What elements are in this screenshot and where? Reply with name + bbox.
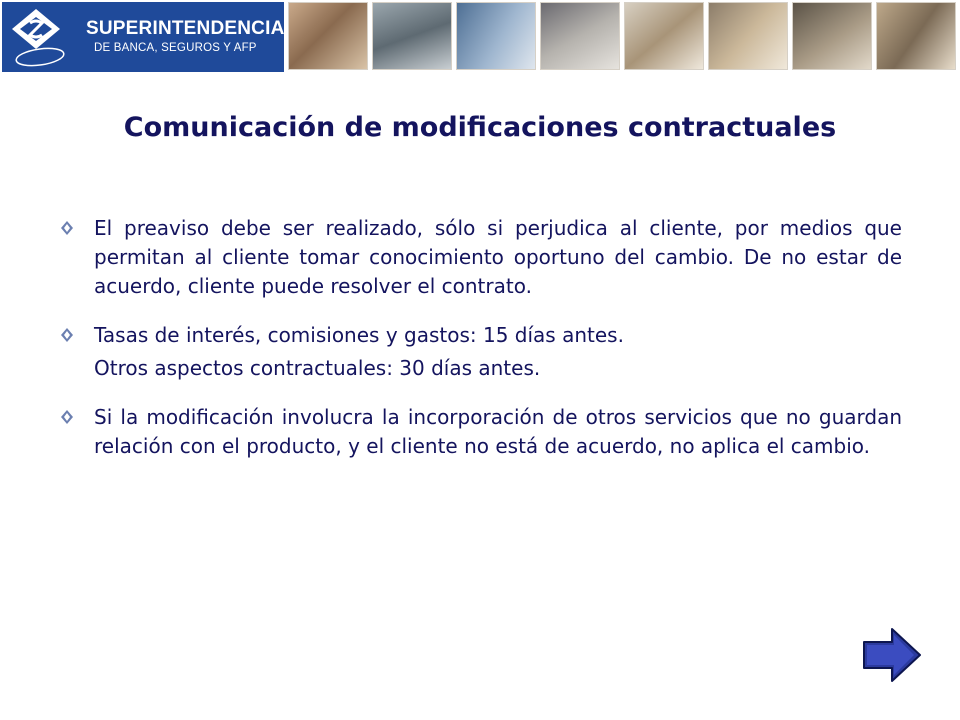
bullet-continuation: Otros aspectos contractuales: 30 días antes. xyxy=(94,356,541,380)
diamond-bullet-icon xyxy=(60,220,74,236)
header-photo-building xyxy=(372,2,452,70)
bullet-item xyxy=(60,403,902,461)
logo-title: SUPERINTENDENCIA xyxy=(86,18,285,39)
header-photo-signing xyxy=(876,2,956,70)
photo-strip xyxy=(288,2,960,74)
logo-subtitle: DE BANCA, SEGUROS Y AFP xyxy=(94,42,257,54)
header-photo-banknotes xyxy=(624,2,704,70)
sbs-logo xyxy=(2,2,284,72)
arrow-right-icon xyxy=(862,627,922,683)
header-photo-card-terminal xyxy=(708,2,788,70)
diamond-bullet-icon xyxy=(60,327,74,343)
bullet-item xyxy=(60,214,902,301)
bullet-list xyxy=(60,214,902,461)
header-photo-enter-key xyxy=(456,2,536,70)
bullet-text: Si la modificación involucra la incorporación de otros servicios que no guardan relación con el producto, y el cliente no está de acuerdo, no aplica el cambio. xyxy=(94,405,902,458)
header-photo-handshake xyxy=(792,2,872,70)
header-photo-laptop xyxy=(540,2,620,70)
bullet-text: El preaviso debe ser realizado, sólo si perjudica al cliente, por medios que permitan al cliente tomar conocimiento oportuno del cambio. De no estar de acuerdo, cliente puede resolver el contrato. xyxy=(94,216,902,298)
sbs-emblem-icon xyxy=(10,7,82,67)
diamond-bullet-icon xyxy=(60,409,74,425)
next-slide-button[interactable] xyxy=(862,627,922,683)
bullet-text: Tasas de interés, comisiones y gastos: 15 días antes. xyxy=(94,323,624,347)
header-banner xyxy=(0,0,960,74)
slide-title: Comunicación de modificaciones contractuales xyxy=(123,112,837,143)
header-photo-card-swipe xyxy=(288,2,368,70)
bullet-item xyxy=(60,321,902,350)
